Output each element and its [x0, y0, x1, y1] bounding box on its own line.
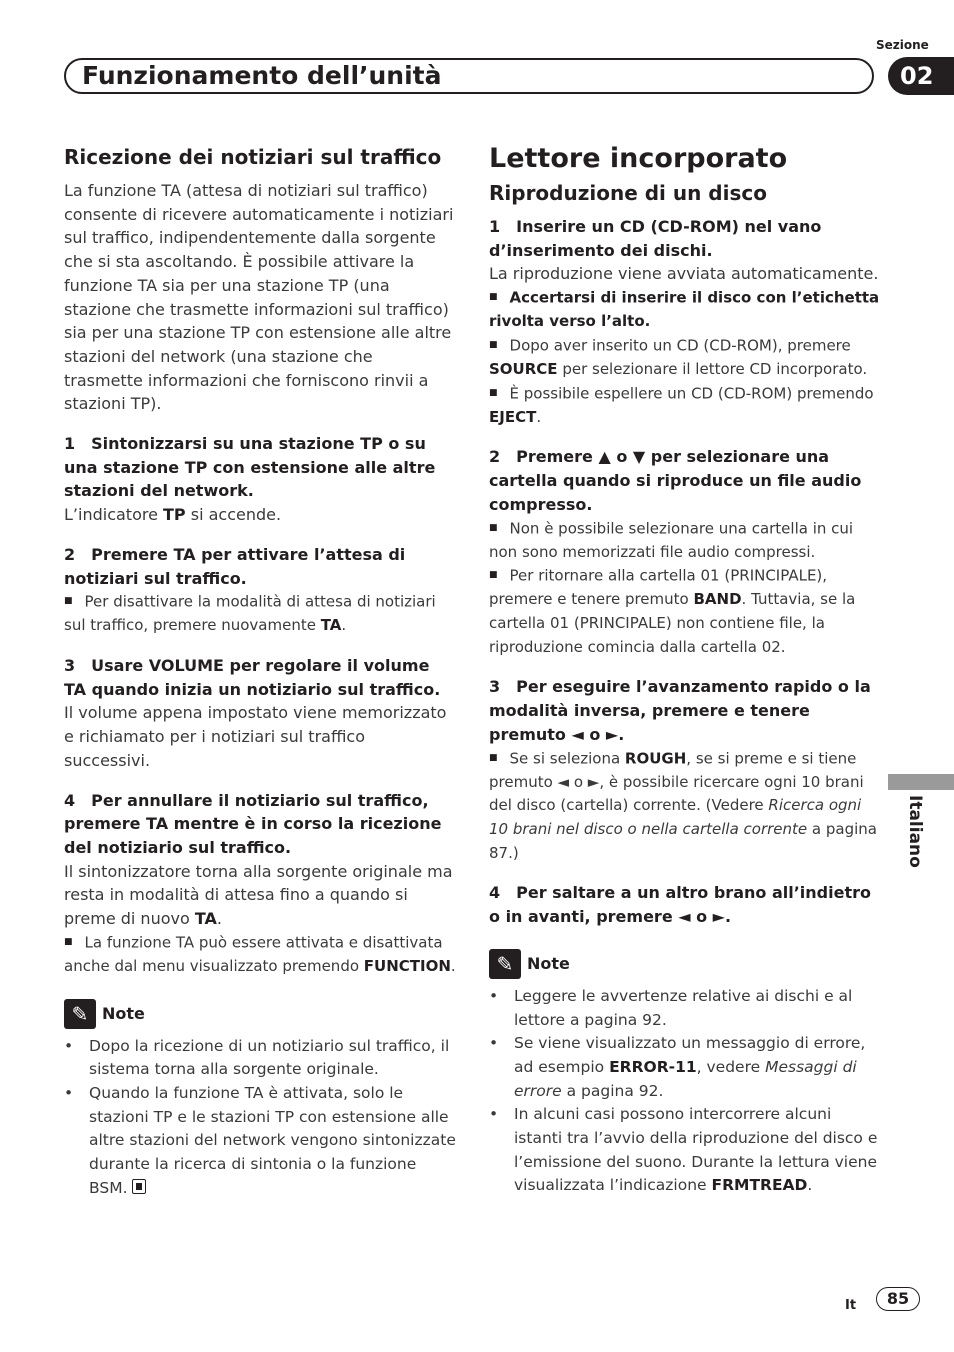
subheading-disc: Riproduzione di un disco [489, 181, 767, 205]
note-item: • Leggere le avvertenze relative ai dischi e al lettore a pagina 92. [489, 985, 881, 1032]
section-label: Sezione [876, 38, 929, 52]
step-2 [64, 543, 456, 590]
square-bullet-icon: ■ [489, 387, 498, 398]
step-number: 1 [489, 217, 501, 236]
section-heading-traffic: Ricezione dei notiziari sul traffico [64, 145, 442, 169]
square-bullet-icon: ■ [489, 339, 498, 350]
left-column [64, 143, 456, 1200]
end-mark-icon [132, 1179, 146, 1194]
page-title: Funzionamento dell’unità [82, 61, 442, 90]
step-title: Premere ▲ o ▼ per selezionare una cartella quando si riproduce un file audio compresso. [489, 447, 862, 514]
section-number-tab: 02 [888, 57, 954, 95]
language-label: Italiano [905, 795, 925, 868]
square-bullet-icon: ■ [64, 596, 73, 607]
note-label: Note [527, 953, 570, 973]
pencil-note-icon: ✎ [64, 999, 96, 1029]
language-tab [888, 774, 954, 790]
intro-paragraph: La funzione TA (attesa di notiziari sul traffico) consente di ricevere automaticamente i notiziari sul traffico, indipendentemente dalla sorgente che si sta ascoltando. È possibile attivare la funzione TA sia per una stazione TP (una stazione che trasmette informazioni sul traffico) sia per una stazione TP con estensione alle altre stazioni del network (una stazione che trasmette informazioni che forniscono rinvii a stazioni TP). [64, 181, 454, 414]
bullet-item: ■ Per ritornare alla cartella 01 (PRINCIPALE), premere e tenere premuto BAND. Tuttavia, se la cartella 01 (PRINCIPALE) non contiene file, la riproduzione comincia dalla cartella 02. [489, 566, 856, 656]
step-3 [64, 654, 456, 701]
bullet-item: ■ Se si seleziona ROUGH, se si preme e si tiene premuto ◄ o ►, è possibile ricercare ogni 10 brani del disco (cartella) corrente. (Vedere Ricerca ogni 10 brani nel disco o nella cartella corrente a pagina 87.) [489, 748, 877, 862]
bullet-item: ■ Non è possibile selezionare una cartella in cui non sono memorizzati file audio compressi. [489, 518, 854, 561]
step-number: 4 [64, 790, 76, 810]
step-1 [64, 432, 456, 503]
step-number: 2 [64, 544, 76, 564]
square-bullet-icon: ■ [64, 936, 73, 947]
page-number: 85 [876, 1287, 920, 1311]
step-3 [489, 675, 881, 746]
step-title: Premere TA per attivare l’attesa di notiziari sul traffico. [64, 544, 406, 588]
step-title: Per eseguire l’avanzamento rapido o la modalità inversa, premere e tenere premuto ◄ o ►. [489, 677, 871, 744]
note-header [489, 949, 881, 979]
step-4 [489, 881, 881, 928]
bullet-item: ■ È possibile espellere un CD (CD-ROM) premendo EJECT. [489, 384, 874, 426]
note-label: Note [102, 1003, 145, 1023]
step-number: 3 [64, 656, 76, 676]
note-item: • In alcuni casi possono intercorrere alcuni istanti tra l’avvio della riproduzione del disco e l’emissione del suono. Durante la lettura viene visualizzata l’indicazione FRMTREAD. [489, 1103, 881, 1198]
section-heading-player: Lettore incorporato [489, 143, 788, 174]
step-2 [489, 445, 881, 516]
right-column [489, 143, 881, 1198]
step-title: Per annullare il notiziario sul traffico, premere TA mentre è in corso la ricezione del notiziario sul traffico. [64, 790, 442, 857]
bullet-item: ■ Per disattivare la modalità di attesa di notiziari sul traffico, premere nuovamente TA. [64, 592, 436, 635]
step-body: Il volume appena impostato viene memorizzato e richiamato per i notiziari sul traffico successivi. [64, 703, 447, 770]
step-title: Sintonizzarsi su una stazione TP o su una stazione TP con estensione alle altre stazioni del network. [64, 434, 436, 501]
pencil-note-icon: ✎ [489, 949, 521, 979]
bullet-item: ■ Accertarsi di inserire il disco con l’etichetta rivolta verso l’alto. [489, 288, 880, 331]
step-body: Il sintonizzatore torna alla sorgente originale ma resta in modalità di attesa fino a quando si preme di nuovo TA. [64, 861, 453, 929]
note-item: • Dopo la ricezione di un notiziario sul traffico, il sistema torna alla sorgente originale. [64, 1035, 456, 1082]
square-bullet-icon: ■ [489, 522, 498, 533]
bullet-item: ■ Dopo aver inserito un CD (CD-ROM), premere SOURCE per selezionare il lettore CD incorporato. [489, 336, 868, 378]
square-bullet-icon: ■ [489, 570, 498, 581]
footer-language-code: It [845, 1298, 857, 1313]
step-title: Per saltare a un altro brano all’indietro o in avanti, premere ◄ o ►. [489, 883, 871, 927]
step-number: 3 [489, 677, 501, 697]
note-item: • Quando la funzione TA è attivata, solo le stazioni TP e le stazioni TP con estensione alle altre stazioni del network vengono sintonizzate durante la ricerca di sintonia o la funzione BSM. [64, 1082, 456, 1201]
step-title: Inserire un CD (CD-ROM) nel vano d’inserimento dei dischi. [489, 217, 822, 260]
step-number: 1 [64, 434, 76, 454]
step-4 [64, 789, 456, 860]
square-bullet-icon: ■ [489, 292, 498, 303]
square-bullet-icon: ■ [489, 752, 498, 763]
step-title: Usare VOLUME per regolare il volume TA quando inizia un notiziario sul traffico. [64, 656, 441, 699]
note-item: • Se viene visualizzato un messaggio di errore, ad esempio ERROR-11, vedere Messaggi di errore a pagina 92. [489, 1032, 881, 1103]
step-number: 4 [489, 883, 501, 903]
note-list [489, 985, 881, 1198]
step-body: L’indicatore TP si accende. [64, 505, 282, 525]
note-header [64, 999, 456, 1029]
step-number: 2 [489, 447, 501, 467]
step-1 [489, 215, 881, 262]
bullet-item: ■ La funzione TA può essere attivata e disattivata anche dal menu visualizzato premendo FUNCTION. [64, 933, 456, 975]
step-body: La riproduzione viene avviata automaticamente. [489, 264, 879, 284]
note-list [64, 1035, 456, 1201]
